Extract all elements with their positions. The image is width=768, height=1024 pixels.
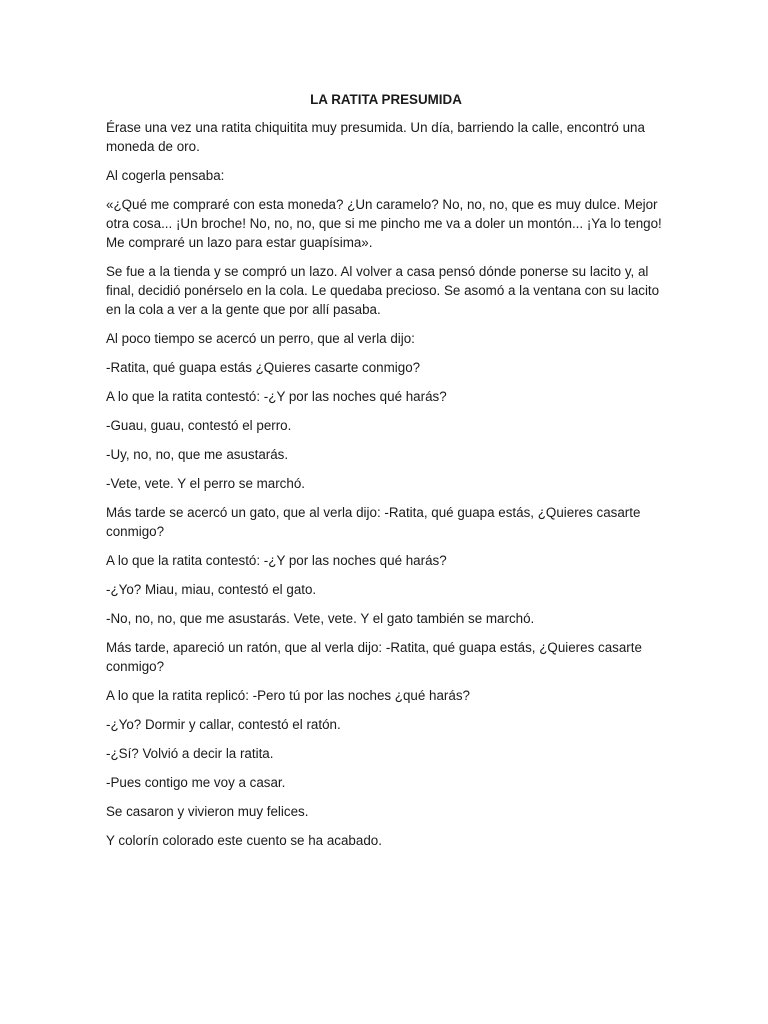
paragraph: Más tarde, apareció un ratón, que al verla dijo: -Ratita, qué guapa estás, ¿Quieres casarte conmigo? — [106, 640, 642, 674]
paragraph: Se casaron y vivieron muy felices. — [106, 804, 309, 819]
paragraph: Más tarde se acercó un gato, que al verla dijo: -Ratita, qué guapa estás, ¿Quieres casarte conmigo? — [106, 505, 641, 539]
document-title: LA RATITA PRESUMIDA — [310, 92, 462, 107]
paragraph: -Vete, vete. Y el perro se marchó. — [106, 476, 305, 491]
paragraph: -¿Yo? Dormir y callar, contestó el ratón. — [106, 717, 341, 732]
paragraph: -Uy, no, no, que me asustarás. — [106, 447, 289, 462]
paragraph: Al poco tiempo se acercó un perro, que al verla dijo: — [106, 331, 415, 346]
paragraph: A lo que la ratita contestó: -¿Y por las noches qué harás? — [106, 553, 447, 568]
paragraph: -¿Yo? Miau, miau, contestó el gato. — [106, 582, 317, 597]
paragraph: -Pues contigo me voy a casar. — [106, 775, 286, 790]
paragraph: «¿Qué me compraré con esta moneda? ¿Un caramelo? No, no, no, que es muy dulce. Mejor otra cosa... ¡Un broche! No, no, no, que si me pincho me va a doler un montón... ¡Ya lo tengo! Me compraré un lazo para estar guapísima». — [106, 197, 662, 250]
paragraph: -¿Sí? Volvió a decir la ratita. — [106, 746, 274, 761]
document-body — [106, 90, 666, 860]
paragraph: Al cogerla pensaba: — [106, 168, 225, 183]
paragraph: -No, no, no, que me asustarás. Vete, vete. Y el gato también se marchó. — [106, 611, 535, 626]
paragraph: A lo que la ratita replicó: -Pero tú por las noches ¿qué harás? — [106, 688, 470, 703]
paragraph: A lo que la ratita contestó: -¿Y por las noches qué harás? — [106, 389, 447, 404]
paragraph: Y colorín colorado este cuento se ha acabado. — [106, 833, 382, 848]
paragraph: -Guau, guau, contestó el perro. — [106, 418, 292, 433]
paragraph: -Ratita, qué guapa estás ¿Quieres casarte conmigo? — [106, 360, 421, 375]
paragraph: Se fue a la tienda y se compró un lazo. Al volver a casa pensó dónde ponerse su lacito y, al final, decidió ponérselo en la cola. Le quedaba precioso. Se asomó a la ventana con su lacito en la cola a ver a la gente que por allí pasaba. — [106, 264, 660, 317]
paragraph: Érase una vez una ratita chiquitita muy presumida. Un día, barriendo la calle, encontró una moneda de oro. — [106, 120, 645, 154]
